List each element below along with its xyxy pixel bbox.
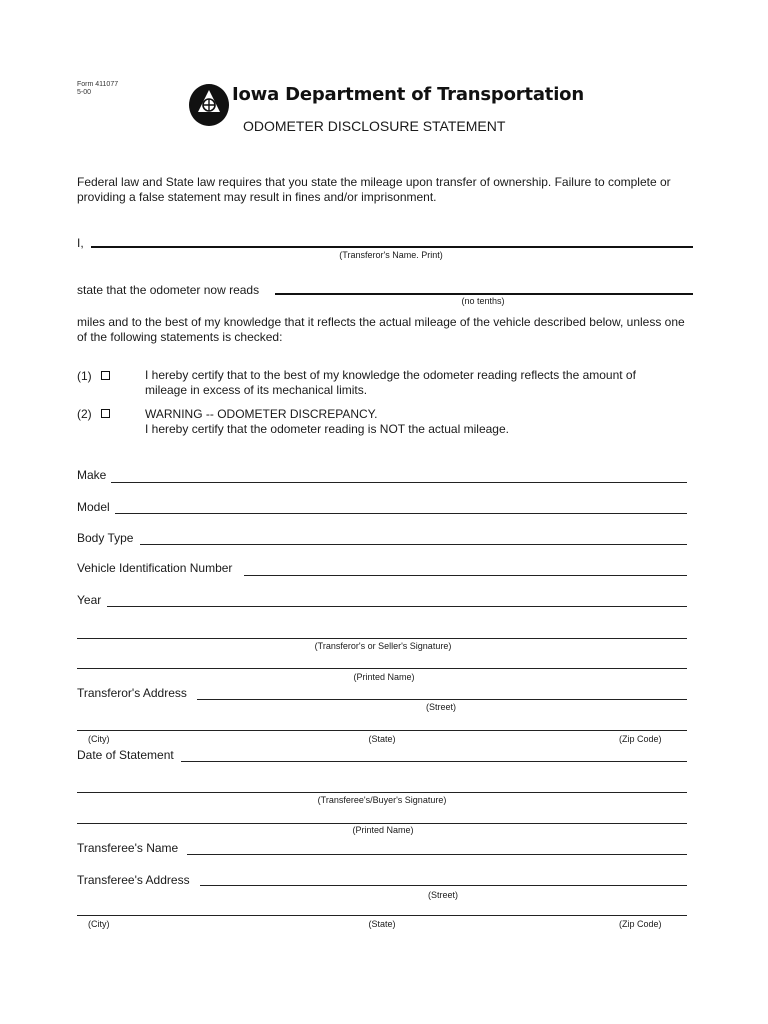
make-field[interactable]: [111, 482, 687, 483]
agency-name: Iowa Department of Transportation: [232, 84, 584, 105]
transferee-printed-name-field[interactable]: [77, 823, 687, 824]
form-number: [77, 81, 118, 97]
body-type-field[interactable]: [140, 544, 687, 545]
year-label: Year: [77, 593, 102, 607]
statement-1-checkbox[interactable]: [101, 371, 110, 380]
transferor-prefix: I,: [77, 236, 84, 250]
transferor-printed-name-field[interactable]: [77, 668, 687, 669]
transferee-street-caption: (Street): [427, 890, 459, 900]
vin-field[interactable]: [244, 575, 687, 576]
statement-2-text: [145, 407, 509, 437]
statement-1-text: [145, 368, 636, 398]
transferor-signature-caption: (Transferor's or Seller's Signature): [314, 641, 452, 651]
body-type-label: Body Type: [77, 531, 134, 545]
transferee-signature-caption: (Transferee's/Buyer's Signature): [317, 795, 447, 805]
transferee-state-caption: (State): [368, 919, 396, 929]
odometer-reading-field[interactable]: [275, 293, 693, 295]
transferor-zip-caption: (Zip Code): [619, 734, 662, 744]
transferee-signature-field[interactable]: [77, 792, 687, 793]
transferor-name-caption: (Transferor's Name. Print): [339, 250, 443, 260]
transferor-city-state-zip-field[interactable]: [77, 730, 687, 731]
intro-paragraph: Federal law and State law requires that you state the mileage upon transfer of ownership. Failure to complete or providing a false statement may result in fines and/or imprisonment.: [77, 175, 671, 204]
date-of-statement-field[interactable]: [181, 761, 687, 762]
transferor-street-caption: (Street): [425, 702, 457, 712]
transferee-city-caption: (City): [88, 919, 110, 929]
model-label: Model: [77, 500, 110, 514]
odometer-label: state that the odometer now reads: [77, 283, 260, 297]
transferee-city-state-zip-field[interactable]: [77, 915, 687, 916]
statement-1-number: (1): [77, 369, 92, 383]
date-of-statement-label: Date of Statement: [77, 748, 174, 762]
transferee-name-label: Transferee's Name: [77, 841, 179, 855]
statement-2-line-2: I hereby certify that the odometer reading is NOT the actual mileage.: [145, 422, 509, 436]
transferor-address-label: Transferor's Address: [77, 686, 187, 700]
transferee-printed-name-caption: (Printed Name): [352, 825, 414, 835]
transferor-street-field[interactable]: [197, 699, 687, 700]
transferee-street-field[interactable]: [200, 885, 687, 886]
transferor-name-field[interactable]: [91, 246, 693, 248]
transferor-signature-field[interactable]: [77, 638, 687, 639]
make-label: Make: [77, 468, 107, 482]
form-date-text: 5-00: [77, 89, 92, 96]
form-number-text: Form 411077: [77, 81, 119, 88]
miles-paragraph: miles and to the best of my knowledge that it reflects the actual mileage of the vehicle described below, unless one of the following statements is checked:: [77, 315, 685, 344]
statement-2-line-1: WARNING -- ODOMETER DISCREPANCY.: [145, 407, 378, 421]
odometer-caption: (no tenths): [461, 296, 505, 306]
transferee-address-label: Transferee's Address: [77, 873, 190, 887]
statement-1-line-1: I hereby certify that to the best of my knowledge the odometer reading reflects the amount of: [145, 368, 636, 382]
year-field[interactable]: [107, 606, 687, 607]
transferee-zip-caption: (Zip Code): [619, 919, 662, 929]
transferor-state-caption: (State): [368, 734, 396, 744]
vin-label: Vehicle Identification Number: [77, 561, 233, 575]
transferee-name-field[interactable]: [187, 854, 687, 855]
transferor-printed-name-caption: (Printed Name): [353, 672, 415, 682]
statement-1-line-2: mileage in excess of its mechanical limits.: [145, 383, 368, 397]
model-field[interactable]: [115, 513, 687, 514]
statement-2-number: (2): [77, 407, 92, 421]
iowa-dot-logo: [187, 82, 231, 128]
form-title: ODOMETER DISCLOSURE STATEMENT: [243, 118, 506, 134]
transferor-city-caption: (City): [88, 734, 110, 744]
statement-2-checkbox[interactable]: [101, 409, 110, 418]
